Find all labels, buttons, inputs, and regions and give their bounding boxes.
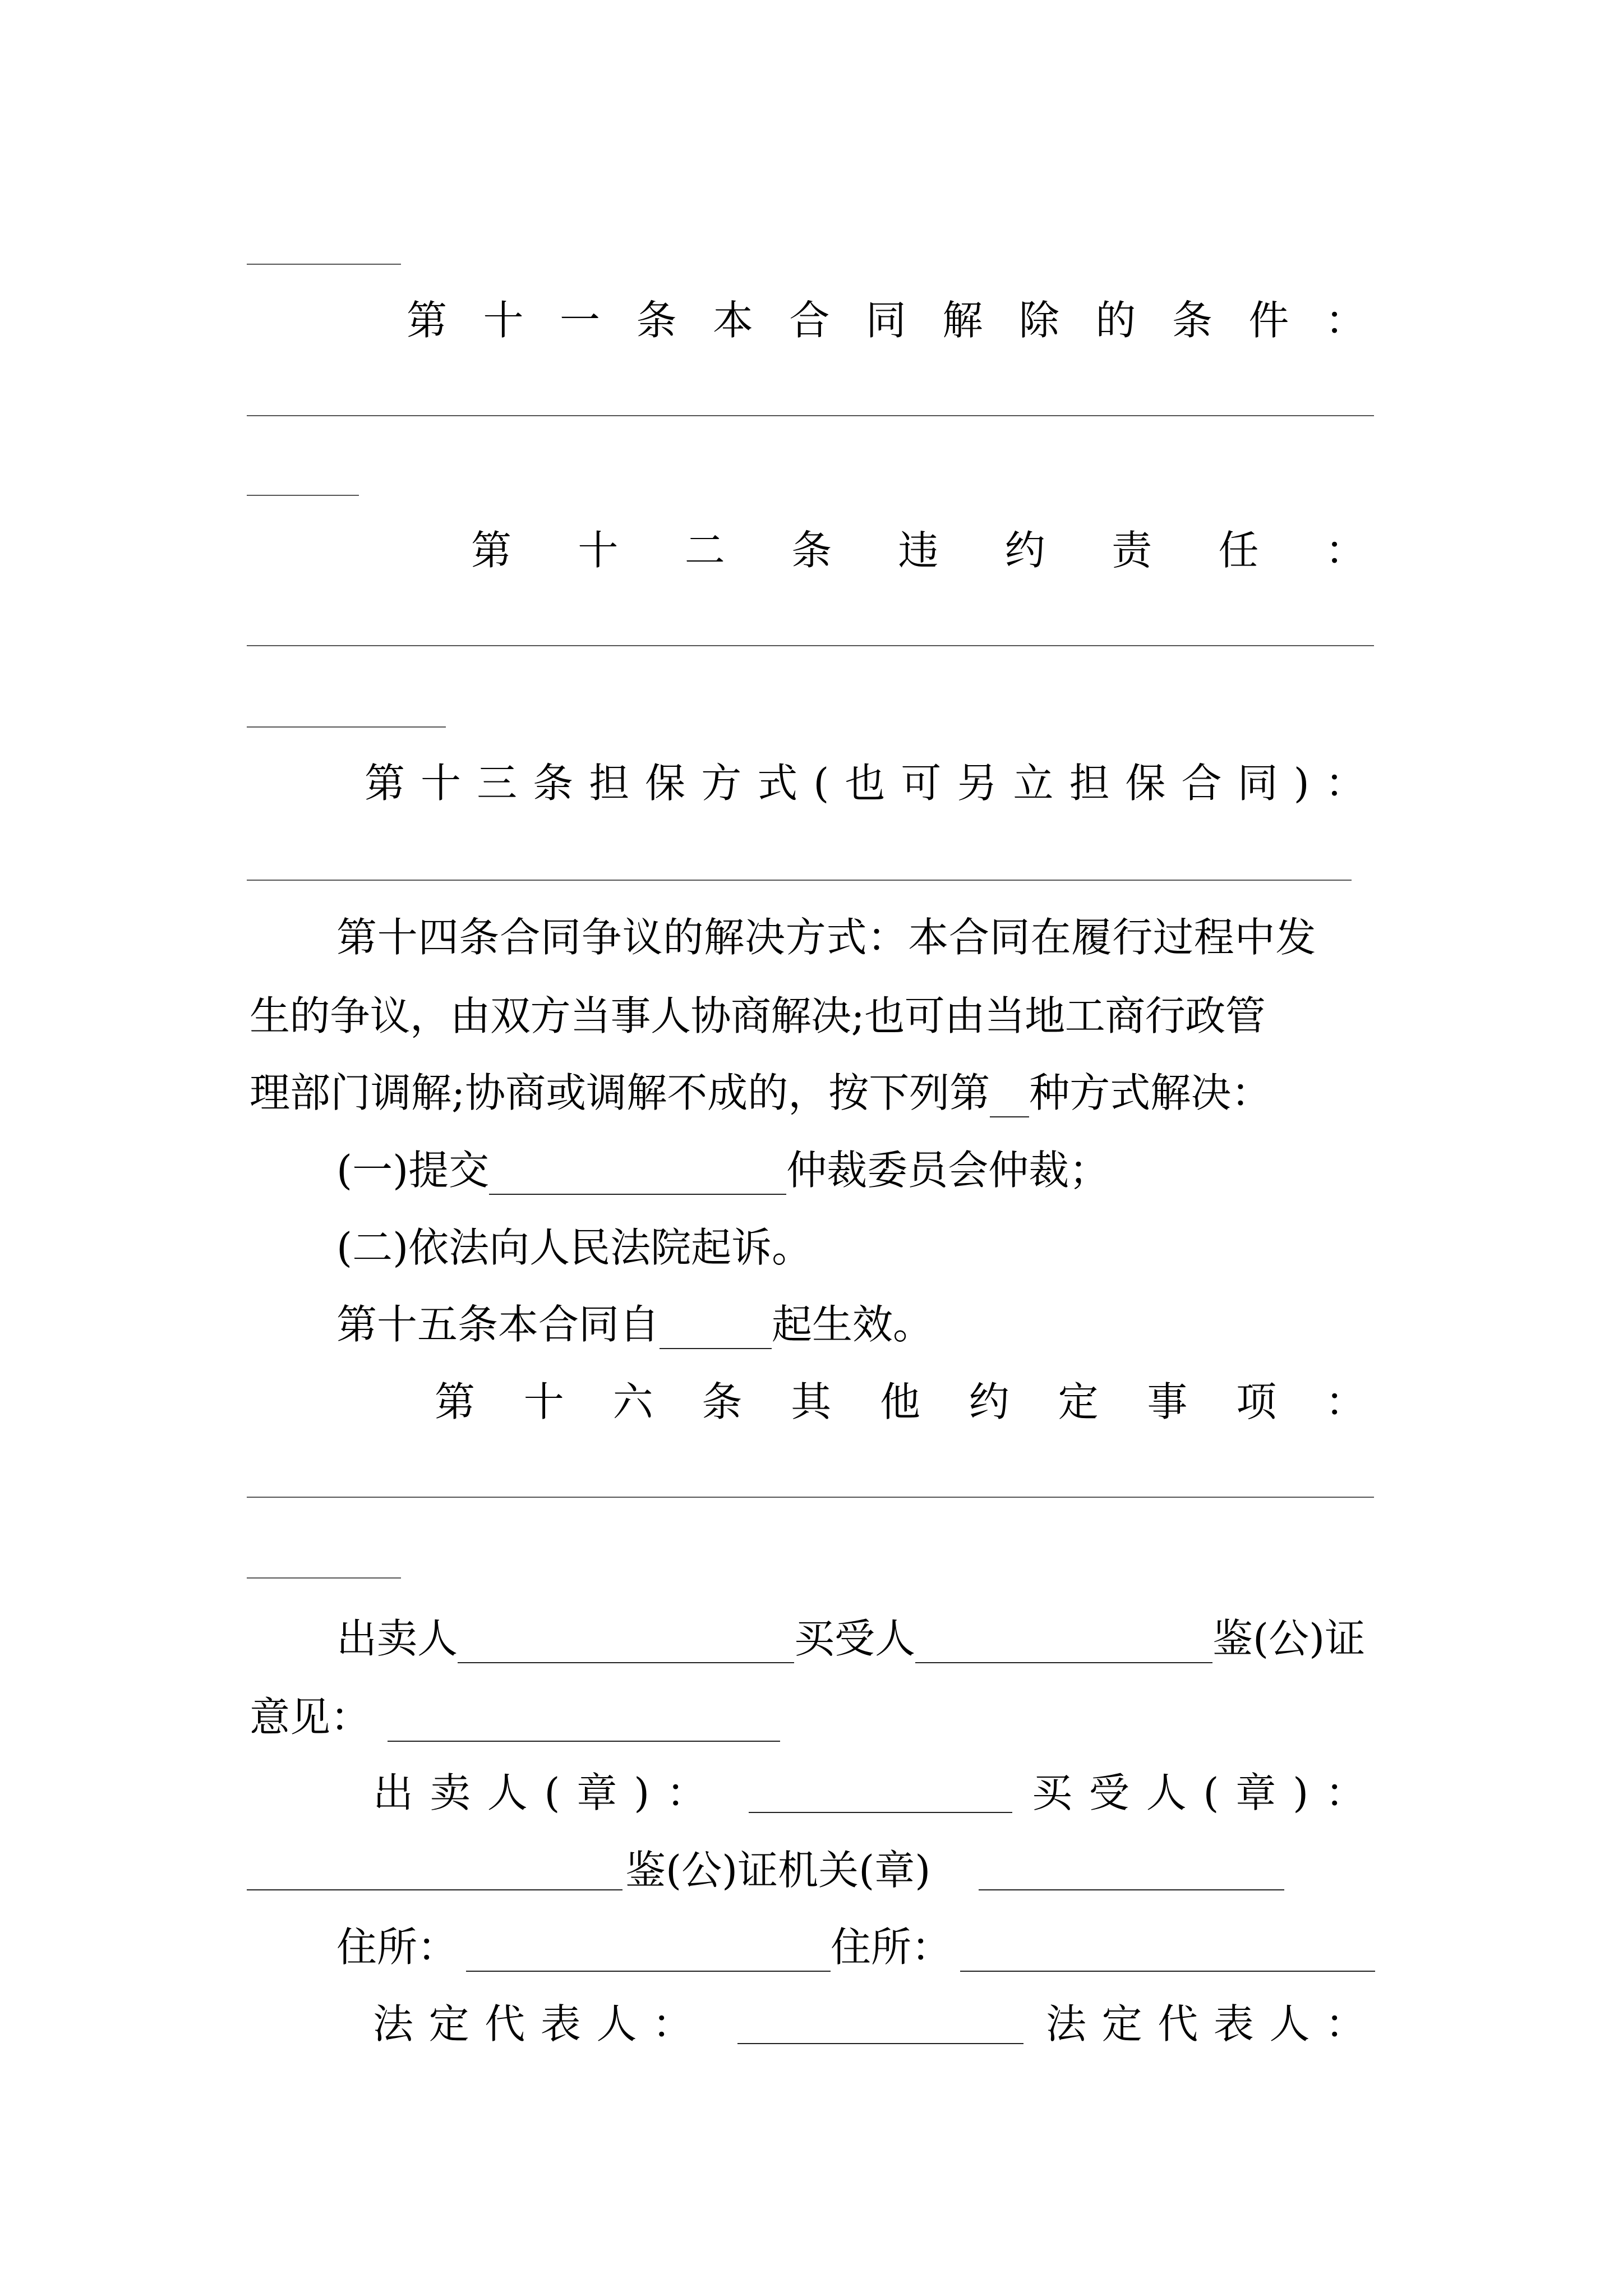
heading-char: 卖 [430,1769,471,1816]
heading-char: 除 [1018,297,1059,344]
article-14-line3 [250,1069,1272,1116]
blank-line [979,1889,1284,1890]
blank-field [489,1153,786,1195]
heading-char: 合 [789,297,830,344]
heading-char: 三 [477,760,518,807]
article-14-line2: 生的争议，由双方当事人协商解决;也可由当地工商行政管 [250,992,1266,1039]
blank-line [247,495,359,496]
article-15-text: 第十五条本合同自 [336,1301,660,1348]
heading-char: ) [1293,1769,1309,1816]
heading-char: 违 [898,527,939,574]
article-14-line3-text: 理部门调解;协商或调解不成的，按下列第 [250,1069,990,1116]
blank-line [247,645,1374,646]
blank-line [247,1889,623,1890]
notary-opinion-label: 意见： [250,1694,371,1741]
article-13-heading [365,760,1366,807]
heading-char: 定 [1101,2000,1142,2047]
heading-char: 条 [533,760,574,807]
heading-char: 项 [1236,1378,1277,1425]
heading-char: 保 [645,760,686,807]
heading-char: ： [1325,1378,1366,1425]
heading-char: 其 [791,1378,832,1425]
heading-char: 定 [428,2000,469,2047]
heading-char: 代 [1158,2000,1198,2047]
heading-char: 方 [701,760,742,807]
blank-field [388,1700,780,1742]
option-1-tail: 仲裁委员会仲裁； [786,1147,1110,1194]
heading-char: 买 [1032,1769,1073,1816]
heading-char: 保 [1125,760,1166,807]
heading-char: 任 [1218,527,1259,574]
blank-field [466,1930,831,1972]
blank-field [960,1930,1375,1972]
heading-char: 人 [487,1769,528,1816]
blank-field [990,1076,1029,1117]
heading-char: 可 [901,760,942,807]
article-14-option-2: (二)依法向人民法院起诉。 [336,1224,813,1271]
article-14-line3-tail: 种方式解决： [1029,1069,1272,1116]
heading-char: 约 [1004,527,1045,574]
heading-char: ： [1325,527,1366,574]
heading-char: 出 [373,1769,414,1816]
heading-char: 的 [1095,297,1136,344]
seller-seal-label [373,1769,707,1816]
article-15 [336,1301,934,1348]
heading-char: ： [1325,297,1366,344]
heading-char: ) [634,1769,650,1816]
heading-char: 件 [1248,297,1289,344]
article-12-heading [471,527,1366,574]
heading-char: ) [1293,760,1310,807]
heading-char: 第 [407,297,448,344]
notary-opinion-line [250,1694,780,1741]
seller-buyer-line [336,1615,1366,1662]
heading-char: 本 [712,297,753,344]
heading-char: 十 [523,1378,564,1425]
heading-char: ( [1203,1769,1219,1816]
heading-char: 责 [1112,527,1152,574]
heading-char: 法 [373,2000,414,2047]
blank-field [458,1622,794,1663]
heading-char: 十 [578,527,619,574]
blank-line [247,1497,1374,1498]
blank-line [247,264,401,265]
heading-char: 式 [757,760,798,807]
heading-char: 同 [1237,760,1278,807]
blank-line [749,1812,1012,1813]
heading-char: 一 [559,297,600,344]
blank-line [737,2043,1023,2044]
heading-char: 十 [421,760,462,807]
article-16-heading [435,1378,1366,1425]
heading-char: 人 [1269,2000,1310,2047]
heading-char: 条 [1172,297,1212,344]
notary-seal-label: 鉴(公)证机关(章) [625,1847,931,1894]
heading-char: 受 [1089,1769,1129,1816]
heading-char: 表 [1213,2000,1254,2047]
heading-char: 事 [1147,1378,1188,1425]
heading-char: 也 [845,760,886,807]
heading-char: 第 [365,760,405,807]
heading-char: 他 [879,1378,920,1425]
legal-rep-label [373,2000,693,2047]
heading-char: ： [1325,760,1366,807]
heading-char: 第 [471,527,512,574]
heading-char: 合 [1181,760,1222,807]
heading-char: ( [813,760,829,807]
blank-field [915,1622,1212,1663]
heading-char: 十 [483,297,524,344]
blank-line [247,1577,401,1579]
heading-char: 章 [1235,1769,1276,1816]
heading-char: 条 [702,1378,743,1425]
heading-char: 担 [589,760,630,807]
blank-line [247,880,1352,881]
heading-char: 约 [969,1378,1009,1425]
article-15-tail: 起生效。 [772,1301,934,1348]
legal-rep-label-2 [1046,2000,1366,2047]
heading-char: 法 [1046,2000,1087,2047]
heading-char: ： [1325,1769,1366,1816]
option-1-text: (一)提交 [336,1147,490,1194]
heading-char: 另 [957,760,998,807]
blank-line [247,415,1374,416]
heading-char: 条 [791,527,832,574]
notary-label: 鉴(公)证 [1212,1615,1366,1662]
heading-char: 人 [1146,1769,1187,1816]
address-line [336,1924,1375,1971]
heading-char: 代 [485,2000,525,2047]
heading-char: 二 [684,527,725,574]
heading-char: 立 [1013,760,1054,807]
heading-char: 解 [942,297,983,344]
heading-char: 条 [636,297,677,344]
article-14-line1: 第十四条合同争议的解决方式：本合同在履行过程中发 [336,914,1317,961]
buyer-address-label: 住所： [831,1924,952,1971]
heading-char: 六 [612,1378,653,1425]
heading-char: 章 [577,1769,617,1816]
heading-char: 表 [540,2000,581,2047]
heading-char: 担 [1069,760,1110,807]
blank-line [247,726,446,728]
heading-char: 定 [1058,1378,1099,1425]
heading-char: ： [652,2000,693,2047]
heading-char: ： [666,1769,707,1816]
heading-char: 第 [435,1378,476,1425]
buyer-seal-label [1032,1769,1366,1816]
article-11-heading [407,297,1366,344]
blank-field [660,1308,772,1349]
article-14-option-1 [336,1147,1110,1194]
heading-char: ： [1325,2000,1366,2047]
seller-address-label: 住所： [336,1924,458,1971]
heading-char: 人 [596,2000,637,2047]
heading-char: 同 [865,297,906,344]
seller-label: 出卖人 [336,1615,458,1662]
heading-char: ( [544,1769,560,1816]
buyer-label: 买受人 [794,1615,916,1662]
